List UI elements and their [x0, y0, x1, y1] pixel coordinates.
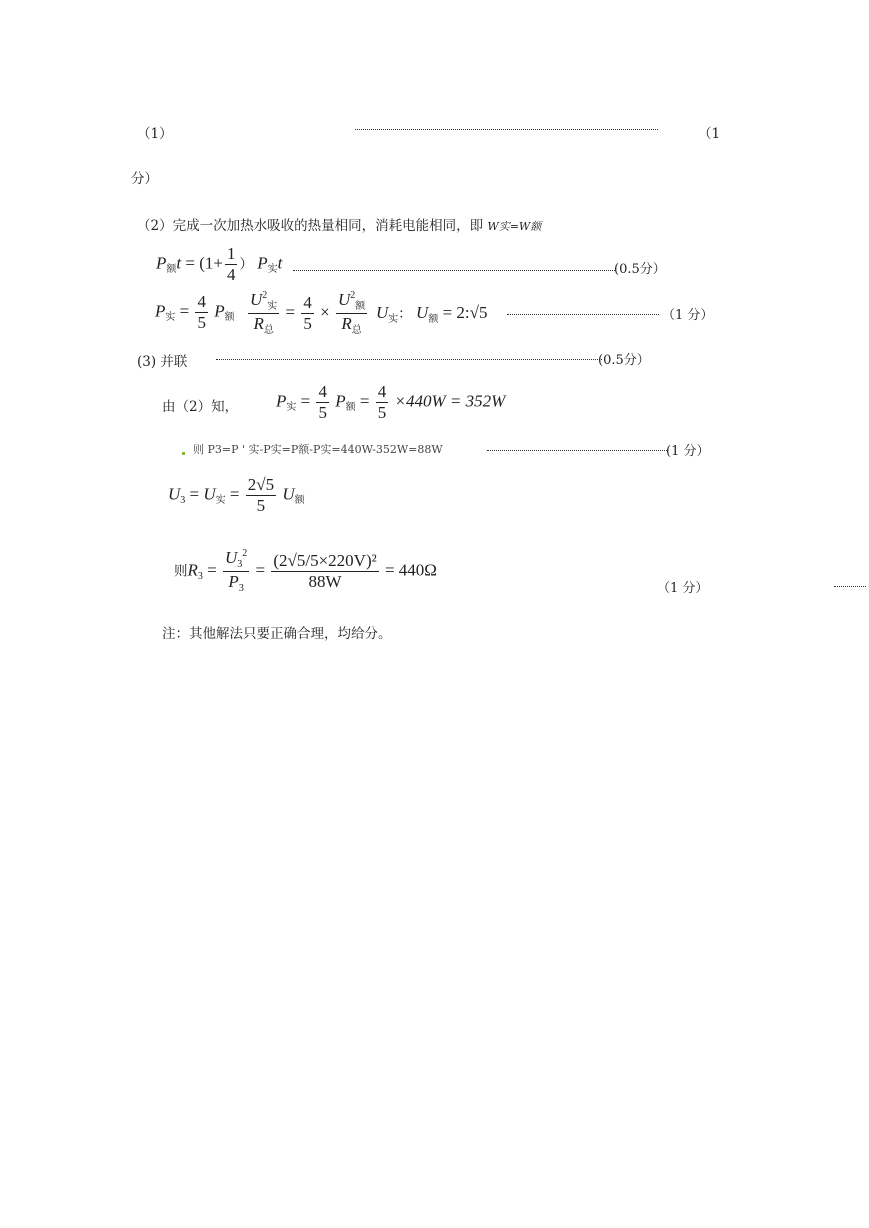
- eq5-sub-3: 3: [180, 495, 186, 507]
- item-3-label: (3) 并联: [137, 354, 188, 370]
- eq2-sub-rated: 额: [224, 312, 235, 324]
- item-3-score: (0.5分）: [598, 353, 650, 368]
- ratio-value: 2:√5: [456, 303, 488, 322]
- dotted-leader: [293, 270, 615, 271]
- eq3-equals: =: [300, 391, 311, 411]
- eq2-num: 4: [197, 292, 206, 311]
- eq3-p: P: [276, 391, 287, 411]
- eq1-p: P: [156, 253, 167, 273]
- eq3-sub-actual: 实: [286, 402, 297, 414]
- equation-6: [174, 548, 437, 595]
- eq2-sub-actual: 实: [165, 312, 176, 324]
- eq3-num: 4: [318, 382, 327, 401]
- ratio-sub-rated: 额: [428, 314, 439, 325]
- equation-2-ratio: [376, 302, 487, 323]
- eq3-den: 5: [318, 403, 327, 422]
- eq1-t: t: [176, 253, 182, 273]
- eq2-sq: 2: [262, 290, 268, 301]
- eq2-times: ×: [320, 302, 330, 322]
- eq5-equals-2: =: [229, 484, 240, 504]
- item-1-label: （1）: [137, 126, 173, 142]
- eq1-num: 1: [226, 244, 236, 263]
- eq2-equals: =: [179, 301, 190, 321]
- item-1-score-cont: 分）: [131, 171, 158, 187]
- eq5-den: 5: [256, 496, 266, 515]
- eq2-score: （1 分）: [662, 308, 714, 323]
- eq1-open: (1+: [199, 253, 223, 273]
- dotted-leader: [487, 450, 667, 451]
- eq2-fraction-b: [301, 293, 314, 334]
- eq4-score: (1 分）: [666, 444, 710, 459]
- eq3-fraction-a: [316, 382, 329, 423]
- eq3-fraction-b: [376, 382, 389, 423]
- equation-2b: [246, 290, 369, 337]
- eq2-sub-rated-2: 额: [355, 301, 366, 312]
- ratio-sub-actual: 实: [388, 314, 399, 325]
- eq6-equals: =: [207, 560, 217, 580]
- eq2-u: U: [250, 290, 263, 309]
- eq2-p: P: [155, 301, 166, 321]
- eq3-prefix: 由（2）知，: [162, 399, 239, 415]
- eq6-equals-2: =: [255, 560, 266, 580]
- eq2-r: R: [253, 314, 264, 333]
- eq3-equals-2: =: [359, 391, 370, 411]
- eq2-u2: U: [337, 290, 351, 309]
- dotted-leader: [216, 359, 602, 360]
- margin-marker: [182, 452, 185, 455]
- ratio-equals: =: [442, 303, 453, 322]
- eq1-score: (0.5分）: [614, 262, 666, 277]
- eq2-r2: R: [341, 314, 352, 333]
- eq6-score: （1 分）: [657, 581, 709, 596]
- eq5-equals: =: [189, 484, 200, 504]
- eq1-p2: P: [257, 253, 268, 273]
- eq3-num-2: 4: [377, 382, 387, 401]
- dotted-leader: [834, 586, 866, 587]
- eq4-text: 则 P3=P ' 实-P实=P额-P实=440W-352W=88W: [193, 443, 443, 456]
- eq3-p2: P: [335, 391, 346, 411]
- eq1-den: 4: [226, 265, 236, 284]
- dotted-leader: [507, 314, 659, 315]
- eq6-r3: R: [187, 560, 198, 580]
- item-2-text: [137, 214, 541, 234]
- eq6-num-sq: 2: [242, 548, 248, 559]
- eq1-t2: t: [277, 253, 283, 273]
- eq2-pe: P: [214, 301, 225, 321]
- eq6-fraction-b: [271, 551, 378, 592]
- eq3-den-2: 5: [377, 403, 387, 422]
- eq6-den-big: 88W: [308, 572, 342, 591]
- eq2-sub-total: 总: [263, 325, 274, 336]
- eq2-fraction-u-actual: [248, 290, 279, 337]
- equation-5: [168, 475, 305, 516]
- eq2-sq2: 2: [350, 290, 356, 301]
- item-1-score: （1: [698, 126, 721, 142]
- eq3-sub-rated: 额: [345, 402, 356, 414]
- equation-3: [276, 382, 505, 423]
- eq6-den-sub: 3: [238, 583, 244, 594]
- note-text: 注：其他解法只要正确合理，均给分。: [162, 626, 392, 642]
- item-2-energy-eq: W实=W额: [487, 220, 542, 233]
- eq5-fraction: [246, 475, 276, 516]
- eq2-den: 5: [197, 313, 206, 332]
- item-2-statement: （2）完成一次加热水吸收的热量相同，消耗电能相同，即: [137, 218, 484, 234]
- eq2-equals-2: =: [285, 302, 296, 322]
- eq5-u: U: [203, 484, 216, 504]
- eq1-close: ）: [239, 256, 253, 272]
- eq3-rest: ×440W = 352W: [394, 391, 506, 411]
- eq2-num-2: 4: [303, 293, 312, 312]
- eq6-den-p: P: [228, 572, 239, 591]
- eq6-num-sub: 3: [237, 559, 243, 570]
- ratio-u2: U: [416, 303, 429, 322]
- dotted-leader: [355, 129, 658, 130]
- eq5-u3: U: [168, 484, 181, 504]
- eq2-den-2: 5: [303, 314, 312, 333]
- eq5-num: 2√5: [247, 475, 275, 494]
- eq6-prefix: 则: [174, 563, 188, 579]
- eq6-num-big: (2√5/5×220V)²: [273, 551, 377, 570]
- ratio-u1: U: [376, 303, 389, 322]
- eq6-num-u: U: [224, 548, 238, 567]
- eq6-result: = 440Ω: [384, 560, 437, 580]
- eq1-sub-rated: 额: [166, 264, 177, 276]
- eq2-fraction-a: [195, 292, 208, 333]
- equation-2: [155, 292, 235, 333]
- eq2-sub-actual-2: 实: [267, 301, 278, 312]
- eq5-ue: U: [282, 484, 295, 504]
- eq6-fraction-a: [223, 548, 249, 595]
- eq6-sub-3: 3: [197, 571, 203, 583]
- eq2-fraction-u-rated: [336, 290, 367, 337]
- eq1-sub-actual: 实: [267, 264, 278, 276]
- eq2-sub-total-2: 总: [351, 325, 362, 336]
- eq5-sub-rated: 额: [294, 495, 305, 507]
- eq1-fraction: [225, 244, 238, 285]
- eq1-equals: =: [185, 253, 195, 273]
- equation-1: [156, 244, 282, 285]
- ratio-colon: ：: [398, 306, 412, 321]
- eq5-sub-actual: 实: [215, 495, 226, 507]
